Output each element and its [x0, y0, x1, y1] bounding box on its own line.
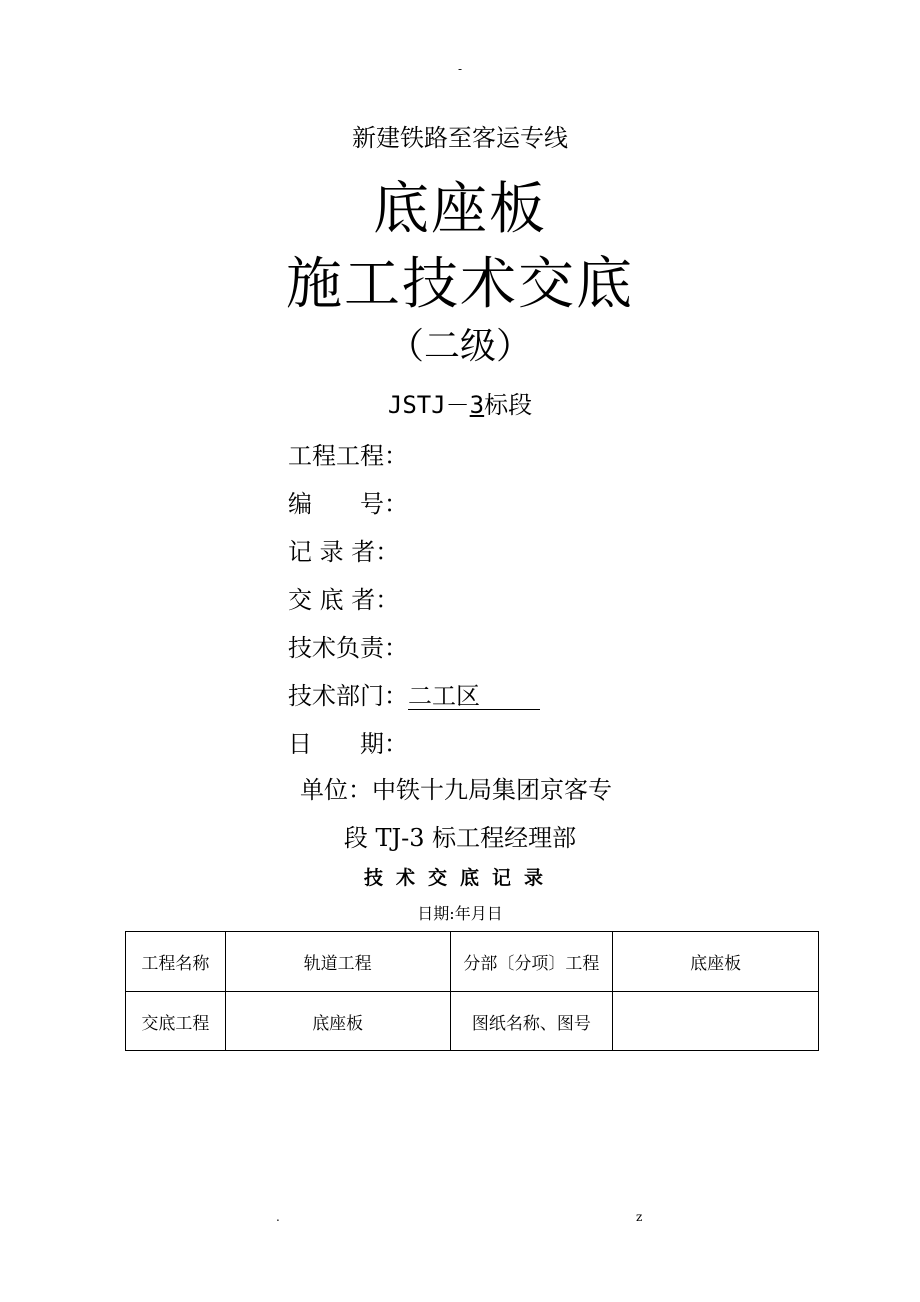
cover-level: （二级）	[387, 326, 532, 367]
section-code	[0, 385, 920, 420]
footer-left-mark: .	[276, 1210, 280, 1224]
record-date: 日期:年月日	[417, 904, 503, 923]
field-project	[288, 436, 408, 471]
field-label: 技术部门：	[288, 682, 408, 710]
header-mark: -	[457, 62, 463, 76]
field-label: 工程工程：	[288, 442, 408, 470]
field-tech-dept	[288, 676, 540, 711]
field-label: 记 录 者：	[288, 538, 400, 566]
table-cell: 工程名称	[126, 932, 226, 992]
footer-right-mark: z	[636, 1210, 643, 1224]
field-recorder	[288, 532, 399, 567]
table-cell: 底座板	[225, 992, 450, 1051]
record-table	[125, 931, 819, 1051]
field-presenter	[288, 580, 399, 615]
section-suffix: 标段	[484, 391, 533, 419]
record-title: 技术交底记录	[363, 867, 556, 889]
field-value: 二工区	[408, 684, 540, 710]
field-label: 交 底 者：	[288, 586, 400, 614]
field-date	[288, 724, 408, 759]
field-label: 编 号：	[288, 490, 408, 518]
unit-line1: 单位：中铁十九局集团京客专	[300, 776, 612, 804]
table-cell	[613, 992, 819, 1051]
field-number	[288, 484, 408, 519]
cover-subtitle: 新建铁路至客运专线	[352, 124, 568, 152]
cover-title-line1: 底座板	[373, 177, 547, 242]
table-cell: 底座板	[613, 932, 819, 992]
field-label: 技术负责：	[288, 634, 408, 662]
table-cell: 图纸名称、图号	[450, 992, 613, 1051]
table-cell: 轨道工程	[225, 932, 450, 992]
table-row	[126, 932, 819, 992]
section-number: 3	[469, 391, 485, 419]
table-cell: 分部〔分项〕工程	[450, 932, 613, 992]
unit-line2: 段 TJ-3 标工程经理部	[343, 824, 577, 852]
cover-title-line2: 施工技术交底	[286, 252, 634, 317]
table-row	[126, 992, 819, 1051]
field-tech-lead	[288, 628, 408, 663]
table-cell: 交底工程	[126, 992, 226, 1051]
field-label: 日 期：	[288, 730, 408, 758]
section-prefix: JSTJ－	[387, 391, 470, 419]
